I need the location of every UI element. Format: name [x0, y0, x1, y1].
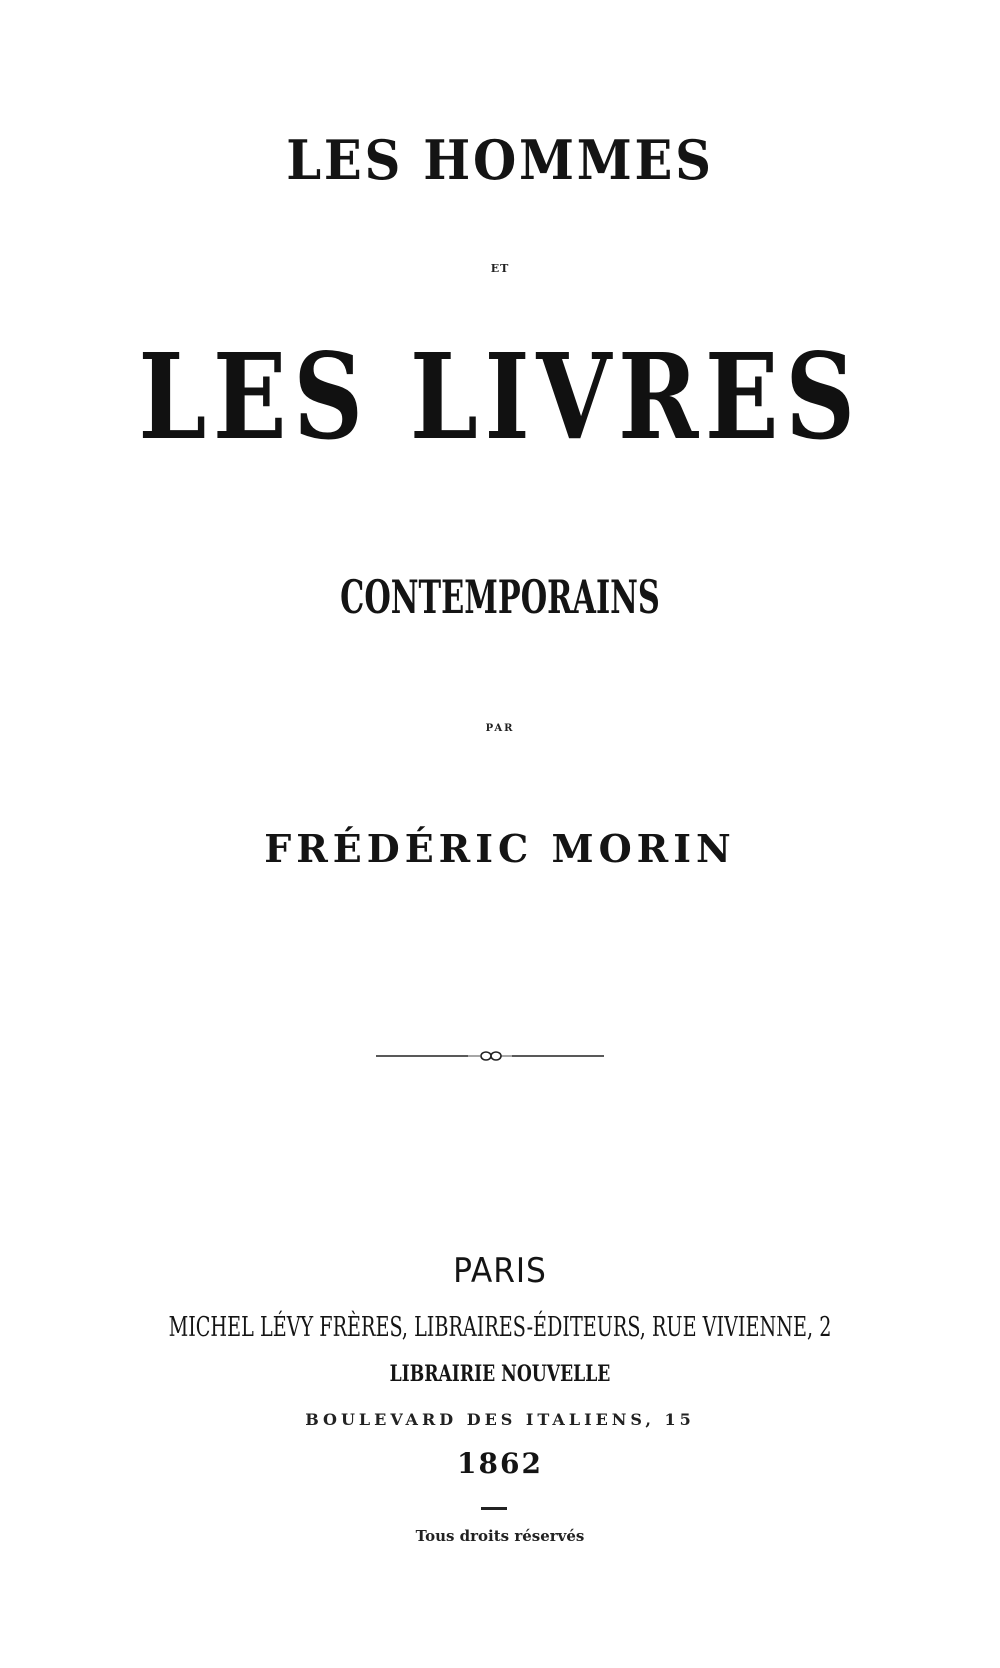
imprint-address: BOULEVARD DES ITALIENS, 15: [305, 1410, 695, 1429]
divider-dash: [481, 1507, 507, 1510]
byline-par: PAR: [485, 723, 515, 734]
ornament-rule-icon: [376, 1049, 604, 1063]
title-line-contemporains: CONTEMPORAINS: [340, 570, 660, 624]
title-conjunction: ET: [490, 262, 510, 275]
imprint-bookshop: LIBRAIRIE NOUVELLE: [389, 1361, 611, 1387]
imprint-city: PARIS: [453, 1251, 547, 1291]
imprint-publisher: MICHEL LÉVY FRÈRES, LIBRAIRES-ÉDITEURS, RUE VIVIENNE, 2: [168, 1312, 832, 1343]
author-name: FRÉDÉRIC MORIN: [264, 826, 736, 871]
imprint-year: 1862: [457, 1447, 543, 1480]
title-line-les-livres: LES LIVRES: [138, 327, 862, 466]
rights-notice: Tous droits réservés: [415, 1527, 585, 1545]
title-line-les-hommes: LES HOMMES: [286, 128, 714, 192]
